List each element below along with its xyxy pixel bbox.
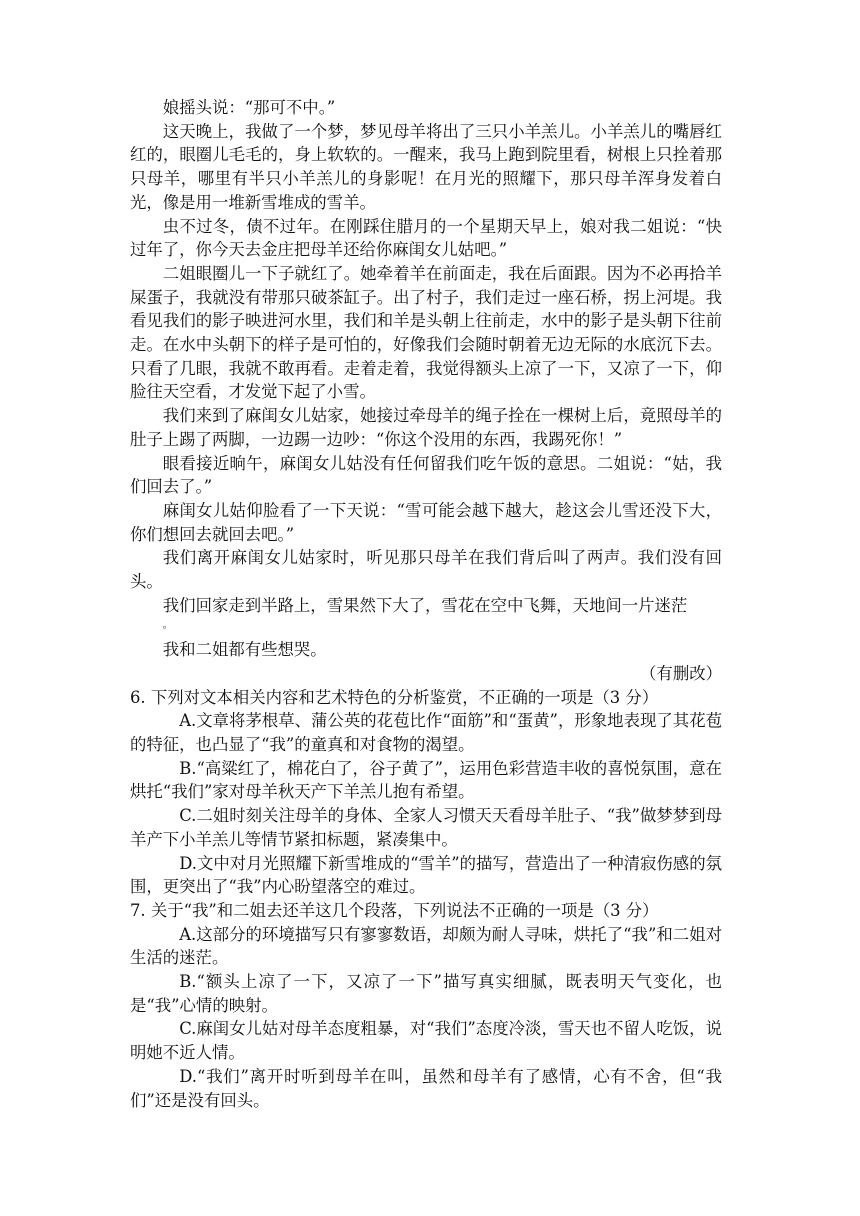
story-paragraph-8: 我们离开麻闺女儿姑家时，听见那只母羊在我们背后叫了两声。我们没有回头。 bbox=[130, 548, 722, 592]
story-paragraph-9 bbox=[130, 594, 722, 638]
story-paragraph-6: 眼看接近晌午，麻闺女儿姑没有任何留我们吃午饭的意思。二姐说：“姑，我们回去了。” bbox=[130, 453, 722, 497]
question-7 bbox=[130, 899, 722, 1112]
story-paragraph-1: 娘摇头说：“那可不中。” bbox=[162, 98, 336, 117]
question-6 bbox=[130, 686, 722, 899]
option-b: B.“高粱红了，棉花白了，谷子黄了”，运用色彩营造丰收的喜悦氛围，意在烘托“我们”家对母羊秋天产下羊羔儿抱有希望。 bbox=[130, 758, 722, 802]
question-stem: 7. 关于“我”和二姐去还羊这几个段落，下列说法不正确的一项是（3 分） bbox=[130, 900, 659, 920]
option-a: A.文章将茅根草、蒲公英的花苞比作“面筋”和“蛋黄”，形象地表现了其花苞的特征，也凸显了“我”的童真和对食物的渴望。 bbox=[130, 711, 722, 754]
story-paragraph-4: 二姐眼圈儿一下子就红了。她牵着羊在前面走，我在后面跟。因为不必再拾羊屎蛋子，我就没有带那只破茶缸子。出了村子，我们走过一座石桥，拐上河堤。我看见我们的影子映进河水里，我们和羊是头朝上往前走，水中的影子是头朝下往前走。在水中头朝下的样子是可怕的，好像我们会随时朝着无边无际的水底沉下去。只看了几眼，我就不敢再看。走着走着，我觉得额头上凉了一下，又凉了一下，仰脸往天空看，才发觉下起了小雪。 bbox=[130, 263, 722, 402]
option-c: C.麻闺女儿姑对母羊态度粗暴，对“我们”态度冷淡，雪天也不留人吃饭，说明她不近人情。 bbox=[130, 1019, 722, 1063]
document-page bbox=[130, 96, 722, 1112]
option-d: D.文中对月光照耀下新雪堆成的“雪羊”的描写，营造出了一种清寂伤感的氛围，更突出了“我”内心盼望落空的难过。 bbox=[130, 853, 722, 897]
source-note: （有删改） bbox=[640, 663, 722, 683]
option-c: C.二姐时刻关注母羊的身体、全家人习惯天天看母羊肚子、“我”做梦梦到母羊产下小羊羔儿等情节紧扣标题，紧凑集中。 bbox=[130, 806, 722, 849]
story-paragraph-9-text: 我们回家走到半路上，雪果然下大了，雪花在空中飞舞，天地间一片迷茫 bbox=[162, 595, 688, 615]
story-paragraph-9-period: 。 bbox=[162, 620, 173, 632]
story-paragraph-5: 我们来到了麻闺女儿姑家，她接过牵母羊的绳子拴在一棵树上后，竟照母羊的肚子上踢了两脚，一边踢一边吵：“你这个没用的东西，我踢死你！” bbox=[130, 406, 722, 449]
story-paragraph-3: 虫不过冬，债不过年。在刚踩住腊月的一个星期天早上，娘对我二姐说：“快过年了，你今天去金庄把母羊还给你麻闺女儿姑吧。” bbox=[130, 216, 722, 260]
option-d: D.“我们”离开时听到母羊在叫，虽然和母羊有了感情，心有不舍，但“我们”还是没有回头。 bbox=[130, 1066, 722, 1110]
option-a: A.这部分的环境描写只有寥寥数语，却颇为耐人寻味，烘托了“我”和二姐对生活的迷茫。 bbox=[130, 924, 722, 968]
story-paragraph-10: 我和二姐都有些想哭。 bbox=[162, 640, 327, 660]
story-paragraph-7: 麻闺女儿姑仰脸看了一下天说：“雪可能会越下越大，趁这会儿雪还没下大，你们想回去就回去吧。” bbox=[130, 500, 722, 544]
question-stem: 6. 下列对文本相关内容和艺术特色的分析鉴赏，不正确的一项是（3 分） bbox=[130, 687, 659, 707]
option-b: B.“额头上凉了一下，又凉了一下”描写真实细腻，既表明天气变化，也是“我”心情的映射。 bbox=[130, 972, 722, 1015]
story-paragraph-2: 这天晚上，我做了一个梦，梦见母羊将出了三只小羊羔儿。小羊羔儿的嘴唇红红的，眼圈儿毛毛的，身上软软的。一醒来，我马上跑到院里看，树根上只拴着那只母羊，哪里有半只小羊羔儿的身影呢！在月光的照耀下，那只母羊浑身发着白光，像是用一堆新雪堆成的雪羊。 bbox=[130, 121, 722, 212]
